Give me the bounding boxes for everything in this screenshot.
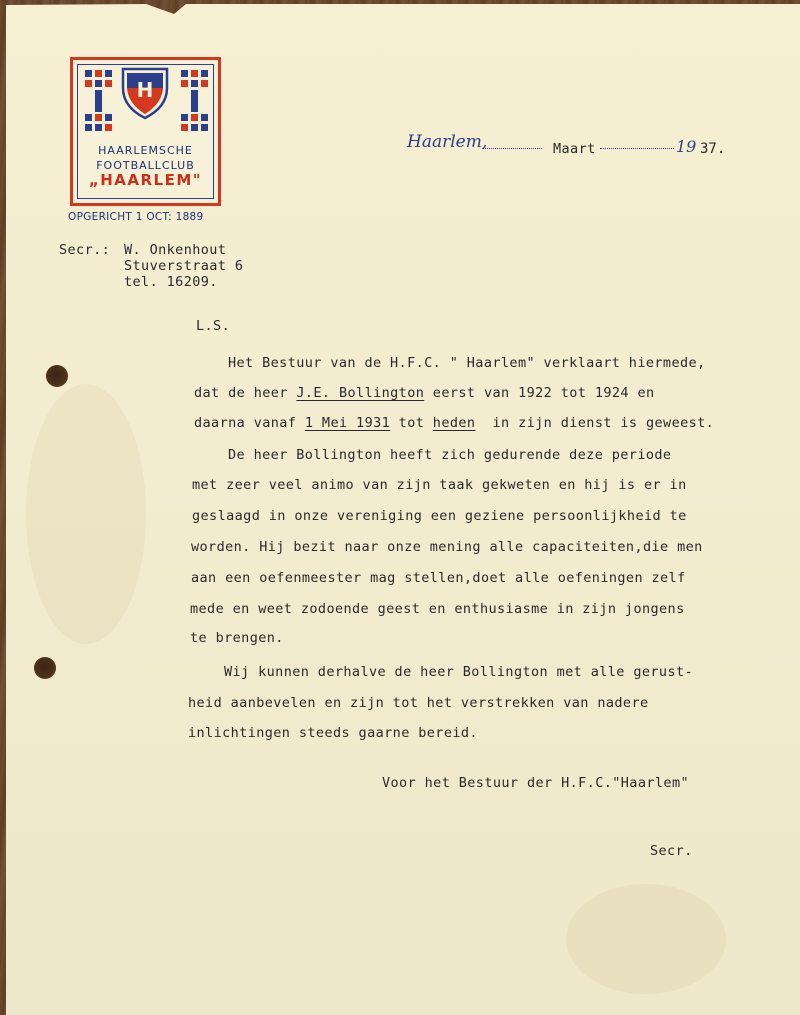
body-line: inlichtingen steeds gaarne bereid. [188, 725, 478, 741]
secretary-label: Secr.: [59, 242, 111, 258]
salutation: L.S. [196, 318, 231, 334]
logo-club-line2: FOOTBALLCLUB [96, 159, 195, 172]
text-run: daarna vanaf [194, 415, 305, 431]
logo-club-name: „HAARLEM" [88, 171, 203, 189]
body-line [194, 415, 714, 431]
start-date: 1 Mei 1931 [304, 415, 391, 431]
body-line: De heer Bollington heeft zich gedurende deze periode [228, 447, 672, 463]
logo-club-line1: HAARLEMSCHE [98, 144, 193, 157]
club-logo [70, 57, 221, 206]
body-line: mede en weet zodoende geest en enthusiasme in zijn jongens [190, 601, 685, 617]
text-run: in zijn dienst is geweest. [475, 415, 715, 431]
body-line: aan een oefenmeester mag stellen,doet alle oefeningen zelf [191, 570, 686, 586]
secretary-phone: tel. 16209. [124, 274, 218, 290]
punch-hole [46, 365, 68, 387]
logo-pillar-left [83, 68, 115, 138]
body-line [194, 385, 655, 401]
shield-letter: H [136, 78, 154, 102]
punch-hole [34, 657, 56, 679]
body-line: geslaagd in onze vereniging een geziene persoonlijkheid te [192, 508, 687, 524]
paper-stain [566, 884, 726, 994]
date-dotted-line [482, 148, 542, 149]
date-dotted-line [600, 148, 674, 149]
text-run: eerst van 1922 tot 1924 en [424, 385, 655, 401]
employee-name: J.E. Bollington [296, 385, 425, 401]
body-line: met zeer veel animo van zijn taak gekweten en hij is er in [192, 477, 687, 493]
place-label: Haarlem, [407, 132, 488, 152]
text-run: dat de heer [194, 385, 297, 401]
closing-line: Voor het Bestuur der H.F.C."Haarlem" [382, 775, 689, 791]
date-year-suffix: 37. [700, 141, 726, 157]
date-year-prefix: 19 [676, 137, 697, 156]
body-line: te brengen. [190, 630, 284, 646]
secretary-street: Stuverstraat 6 [124, 258, 244, 274]
founded-date: OPGERICHT 1 OCT: 1889 [68, 211, 204, 223]
body-line: heid aanbevelen en zijn tot het verstrekken van nadere [188, 695, 649, 711]
body-line: Wij kunnen derhalve de heer Bollington met alle gerust- [224, 664, 694, 680]
text-run: tot [390, 415, 433, 431]
logo-pillar-right [179, 68, 211, 138]
secretary-name: W. Onkenhout [124, 242, 227, 258]
signature-title: Secr. [650, 843, 693, 859]
paper-stain [26, 384, 146, 644]
club-shield-icon [120, 66, 170, 120]
body-line: worden. Hij bezit naar onze mening alle capaciteiten,die men [191, 539, 703, 555]
date-month: Maart [553, 141, 596, 157]
until-now: heden [432, 415, 476, 431]
body-line: Het Bestuur van de H.F.C. " Haarlem" verklaart hiermede, [228, 355, 706, 371]
